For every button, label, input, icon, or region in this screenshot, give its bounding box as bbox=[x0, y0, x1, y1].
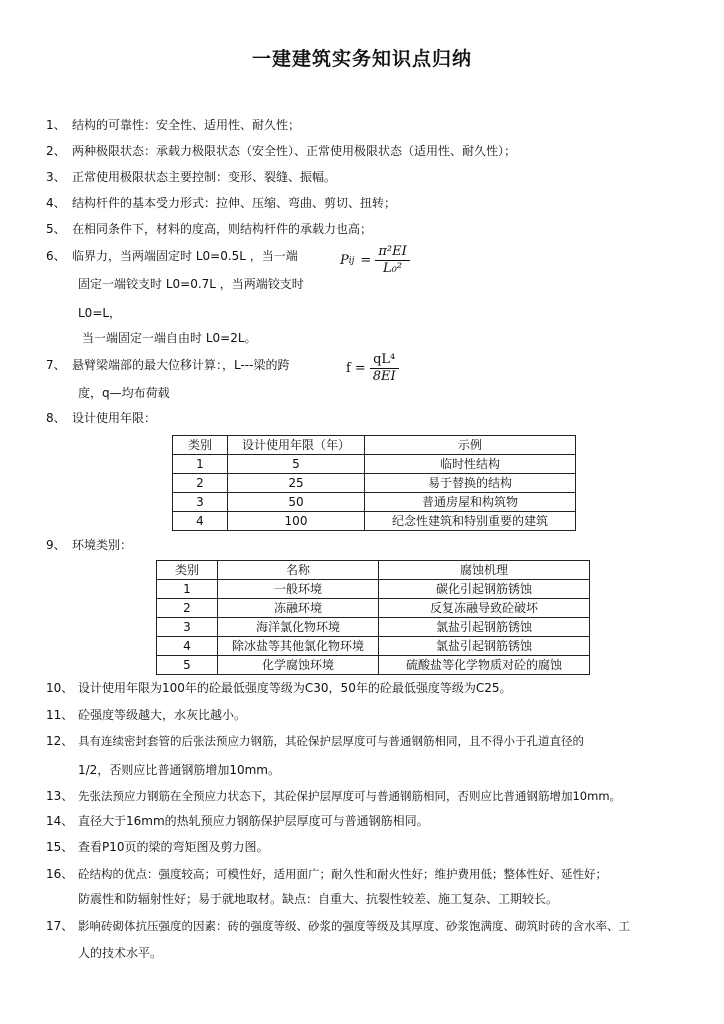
item-text: 影响砖砌体抗压强度的因素：砖的强度等级、砂浆的强度等级及其厚度、砂浆饱满度、砌筑时砖的含水率、工 bbox=[78, 919, 630, 933]
table-cell: 50 bbox=[228, 493, 365, 512]
item-number: 14、 bbox=[46, 814, 74, 828]
table-cell: 25 bbox=[228, 474, 365, 493]
environment-category-table bbox=[156, 560, 590, 675]
formula-fraction bbox=[370, 352, 399, 385]
table-row bbox=[157, 656, 590, 675]
table-row bbox=[173, 493, 576, 512]
table-header-cell: 设计使用年限（年） bbox=[228, 436, 365, 455]
table-cell: 4 bbox=[157, 637, 218, 656]
item-text: 查看P10页的梁的弯矩图及剪力图。 bbox=[78, 840, 269, 854]
item-number: 5、 bbox=[46, 222, 66, 236]
item-text: 环境类别： bbox=[72, 538, 133, 552]
item-text: 度，q—均布荷载 bbox=[78, 386, 170, 400]
item-text: 设计使用年限： bbox=[72, 411, 157, 425]
formula-denominator: L₀² bbox=[382, 261, 403, 276]
table-cell: 1 bbox=[173, 455, 228, 474]
table-cell: 一般环境 bbox=[218, 580, 379, 599]
table-cell: 4 bbox=[173, 512, 228, 531]
item-number: 13、 bbox=[46, 789, 74, 803]
table-cell: 2 bbox=[173, 474, 228, 493]
table-cell: 硫酸盐等化学物质对砼的腐蚀 bbox=[379, 656, 590, 675]
item-number: 4、 bbox=[46, 196, 66, 210]
item-text: 结构的可靠性：安全性、适用性、耐久性； bbox=[72, 118, 301, 132]
table-row bbox=[157, 580, 590, 599]
table-cell: 3 bbox=[157, 618, 218, 637]
formula-denominator: 8EI bbox=[372, 369, 396, 384]
table-cell: 5 bbox=[228, 455, 365, 474]
table-row bbox=[173, 455, 576, 474]
item-text: 结构杆件的基本受力形式：拉伸、压缩、弯曲、剪切、扭转； bbox=[72, 196, 397, 210]
table-cell: 氯盐引起钢筋锈蚀 bbox=[379, 637, 590, 656]
item-text: 临界力，当两端固定时 L0=0.5L ，当一端 bbox=[72, 249, 298, 263]
table-cell: 5 bbox=[157, 656, 218, 675]
table-cell: 临时性结构 bbox=[365, 455, 576, 474]
formula-lhs: f bbox=[346, 361, 351, 376]
item-text: 先张法预应力钢筋在全预应力状态下，其砼保护层厚度可与普通钢筋相同，否则应比普通钢筋增加10mm。 bbox=[78, 789, 622, 803]
item-number: 12、 bbox=[46, 734, 74, 748]
table-row bbox=[157, 618, 590, 637]
item-text: 1/2，否则应比普通钢筋增加10mm。 bbox=[78, 763, 280, 777]
table-cell: 3 bbox=[173, 493, 228, 512]
table-header-cell: 腐蚀机理 bbox=[379, 561, 590, 580]
formula-numerator: qL⁴ bbox=[373, 352, 396, 367]
item-number: 6、 bbox=[46, 249, 66, 263]
item-text: 两种极限状态：承载力极限状态（安全性）、正常使用极限状态（适用性、耐久性）； bbox=[72, 144, 517, 158]
formula-numerator: π²EI bbox=[378, 244, 407, 259]
item-text: 设计使用年限为100年的砼最低强度等级为C30，50年的砼最低强度等级为C25。 bbox=[78, 681, 512, 695]
item-number: 10、 bbox=[46, 681, 74, 695]
item-text: 人的技术水平。 bbox=[78, 946, 163, 960]
table-cell: 冻融环境 bbox=[218, 599, 379, 618]
table-cell: 纪念性建筑和特别重要的建筑 bbox=[365, 512, 576, 531]
item-text: L0=L， bbox=[78, 306, 122, 320]
item-text: 砼结构的优点：强度较高；可模性好，适用面广；耐久性和耐火性好；维护费用低；整体性好、延性好； bbox=[78, 867, 607, 881]
table-row bbox=[173, 512, 576, 531]
item-text: 当一端固定一端自由时 L0=2L。 bbox=[82, 331, 257, 345]
deflection-formula bbox=[346, 352, 399, 385]
item-number: 3、 bbox=[46, 170, 66, 184]
table-row bbox=[157, 599, 590, 618]
table-cell: 100 bbox=[228, 512, 365, 531]
item-text: 在相同条件下，材料的度高，则结构杆件的承载力也高； bbox=[72, 222, 373, 236]
document-title: 一建建筑实务知识点归纳 bbox=[251, 48, 472, 70]
table-cell: 反复冻融导致砼破坏 bbox=[379, 599, 590, 618]
formula-fraction bbox=[375, 244, 409, 277]
item-text: 砼强度等级越大，水灰比越小。 bbox=[78, 708, 247, 722]
table-header-cell: 类别 bbox=[173, 436, 228, 455]
item-number: 8、 bbox=[46, 411, 66, 425]
table-cell: 氯盐引起钢筋锈蚀 bbox=[379, 618, 590, 637]
item-number: 15、 bbox=[46, 840, 74, 854]
item-number: 11、 bbox=[46, 708, 74, 722]
item-text: 直径大于16mm的热轧预应力钢筋保护层厚度可与普通钢筋相同。 bbox=[78, 814, 429, 828]
table-header-row bbox=[173, 436, 576, 455]
table-header-cell: 名称 bbox=[218, 561, 379, 580]
item-text: 固定一端铰支时 L0=0.7L ，当两端铰支时 bbox=[78, 277, 304, 291]
table-cell: 1 bbox=[157, 580, 218, 599]
table-cell: 海洋氯化物环境 bbox=[218, 618, 379, 637]
table-header-cell: 类别 bbox=[157, 561, 218, 580]
item-number: 7、 bbox=[46, 358, 66, 372]
table-row bbox=[173, 474, 576, 493]
item-number: 1、 bbox=[46, 118, 66, 132]
item-number: 16、 bbox=[46, 867, 74, 881]
table-cell: 易于替换的结构 bbox=[365, 474, 576, 493]
item-text: 防震性和防辐射性好；易于就地取材。缺点：自重大、抗裂性较差、施工复杂、工期较长。 bbox=[78, 892, 559, 906]
table-cell: 碳化引起钢筋锈蚀 bbox=[379, 580, 590, 599]
item-text: 正常使用极限状态主要控制：变形、裂缝、振幅。 bbox=[72, 170, 337, 184]
table-cell: 化学腐蚀环境 bbox=[218, 656, 379, 675]
table-row bbox=[157, 637, 590, 656]
formula-equals: = bbox=[354, 361, 366, 376]
item-number: 9、 bbox=[46, 538, 66, 552]
formula-lhs: P bbox=[340, 253, 349, 268]
formula-equals: = bbox=[360, 253, 372, 268]
design-life-table bbox=[172, 435, 576, 531]
item-text: 悬臂梁端部的最大位移计算：，L---梁的跨 bbox=[72, 358, 290, 372]
item-text: 具有连续密封套管的后张法预应力钢筋，其砼保护层厚度可与普通钢筋相同，且不得小于孔道直径的 bbox=[78, 734, 584, 748]
item-number: 2、 bbox=[46, 144, 66, 158]
table-cell: 普通房屋和构筑物 bbox=[365, 493, 576, 512]
item-number: 17、 bbox=[46, 919, 74, 933]
table-cell: 除冰盐等其他氯化物环境 bbox=[218, 637, 379, 656]
table-cell: 2 bbox=[157, 599, 218, 618]
table-header-row bbox=[157, 561, 590, 580]
formula-subscript: ij bbox=[348, 255, 355, 266]
table-header-cell: 示例 bbox=[365, 436, 576, 455]
critical-force-formula bbox=[340, 244, 410, 277]
